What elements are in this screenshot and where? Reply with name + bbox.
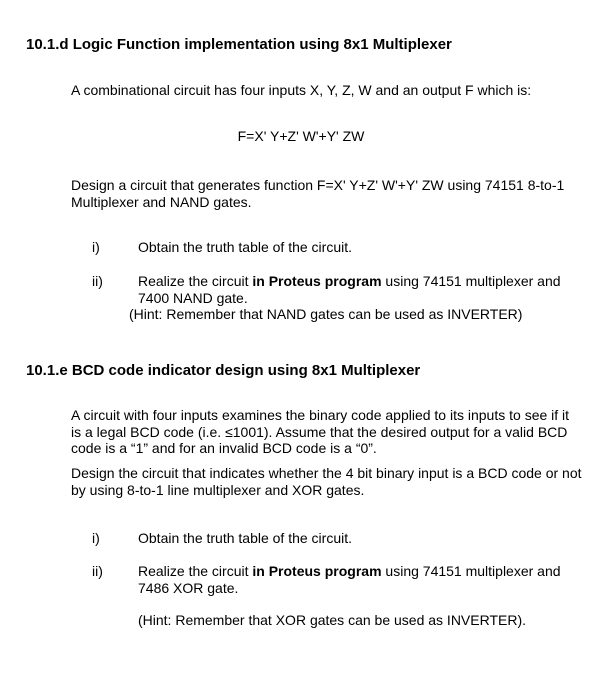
section-e-heading: 10.1.e BCD code indicator design using 8x1 Multiplexer [26,362,421,379]
section-e-item-2-text [138,563,583,596]
section-e-item-1-marker: i) [92,530,100,546]
section-d-item-1-text: Obtain the truth table of the circuit. [138,239,353,255]
section-d-item-1-marker: i) [92,239,100,255]
section-e-item-2-pre: Realize the circuit [138,563,253,579]
section-d-item-2-pre: Realize the circuit [138,273,253,289]
section-d-item-2-marker: ii) [92,273,103,289]
section-d-heading: 10.1.d Logic Function implementation using 8x1 Multiplexer [26,36,452,53]
section-e-item-2-marker: ii) [92,563,103,579]
section-e-item-1-text: Obtain the truth table of the circuit. [138,530,353,546]
section-e-hint: (Hint: Remember that XOR gates can be used as INVERTER). [138,612,527,628]
section-e-item-2-bold: in Proteus program [252,563,382,579]
section-d-item-2-bold: in Proteus program [252,273,382,289]
section-d-formula: F=X' Y+Z' W'+Y' ZW [237,128,365,144]
section-e-item-2-post: using 74151 multiplexer and 7486 XOR gate. [138,563,561,596]
section-e-para-2: Design the circuit that indicates whether the 4 bit binary input is a BCD code or not by using 8-to-1 line multiplexer and XOR gates. [71,465,582,498]
section-d-design: Design a circuit that generates function F=X' Y+Z' W'+Y' ZW using 74151 8-to-1 Multiplexer and NAND gates. [71,177,565,210]
section-d-intro: A combinational circuit has four inputs X, Y, Z, W and an output F which is: [71,82,532,98]
section-e-para-1: A circuit with four inputs examines the binary code applied to its inputs to see if it is a legal BCD code (i.e. ≤1001). Assume that the desired output for a valid BCD code is a “1” and for an invalid BCD code is a “0”. [71,407,570,456]
section-d-item-2-text [138,273,583,306]
section-d-item-2-post: using 74151 multiplexer and 7400 NAND gate. [138,273,561,306]
section-d-hint: (Hint: Remember that NAND gates can be used as INVERTER) [129,306,523,322]
